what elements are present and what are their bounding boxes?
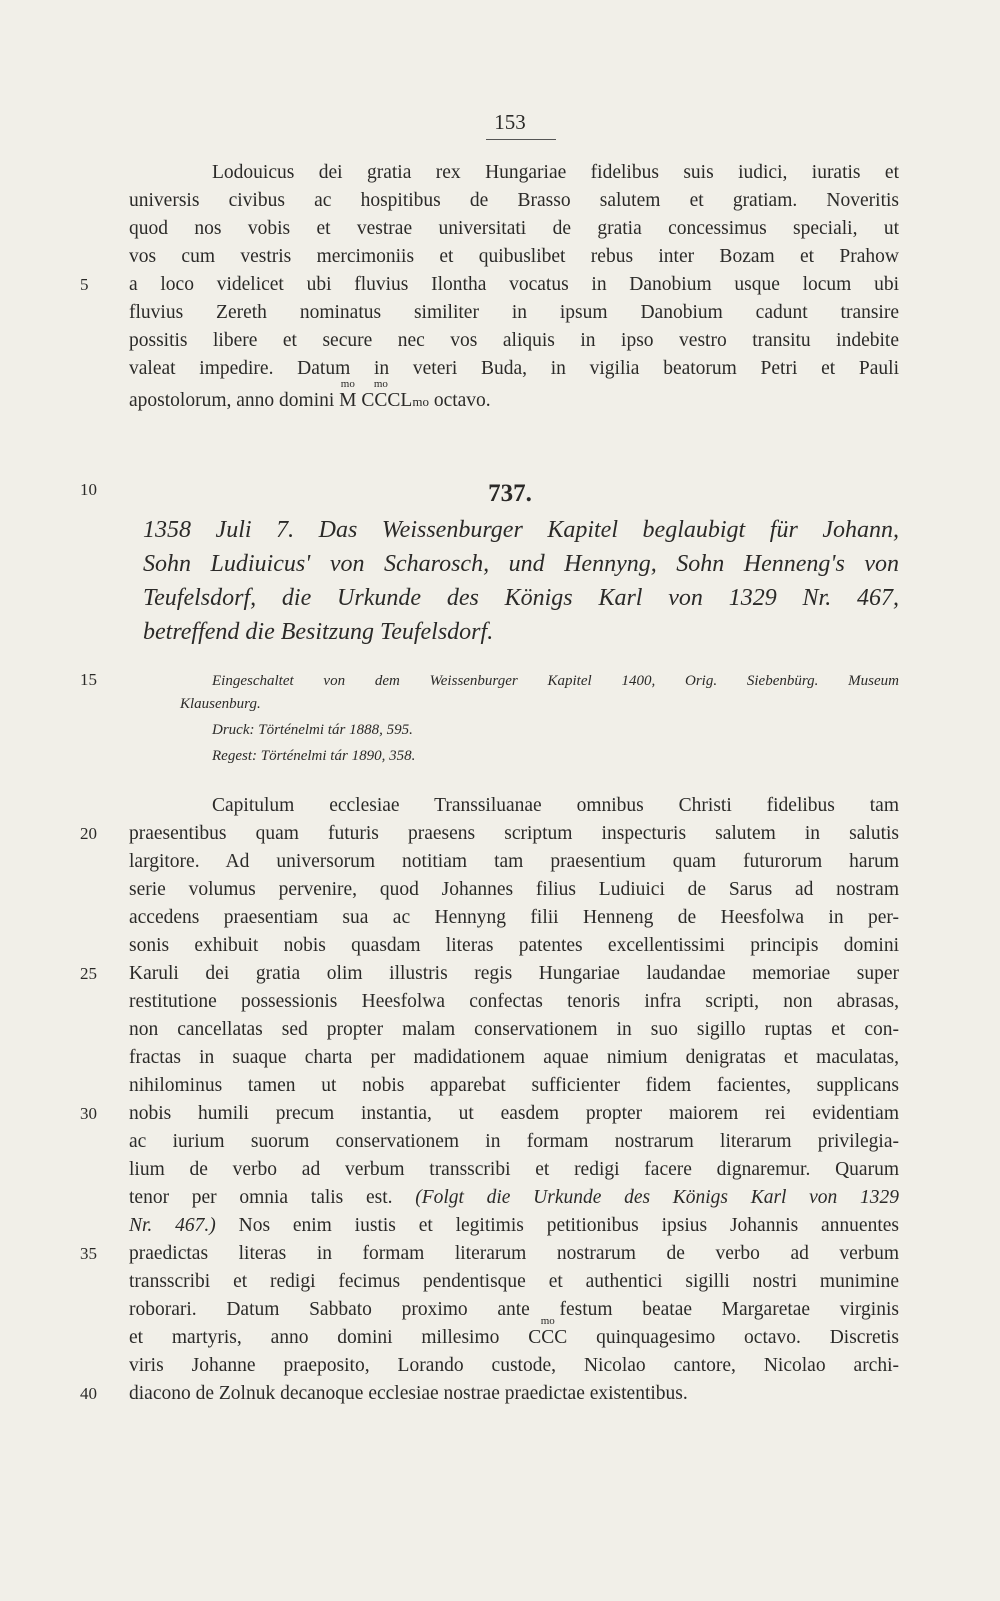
document-heading-line: Sohn Ludiuicus' von Scharosch, und Hennyng, Sohn Henneng's von	[143, 551, 899, 577]
document-heading-line: Teufelsdorf, die Urkunde des Königs Karl von 1329 Nr. 467,	[143, 585, 899, 611]
roman-ccc	[528, 1327, 567, 1348]
roman-ccc-letters: CCC	[361, 390, 401, 411]
text-line: praesentibus quam futuris praesens scriptum inspecturis salutem in salutis	[129, 823, 899, 844]
text-line-dating	[129, 387, 899, 415]
text-line: vos cum vestris mercimoniis et quibuslibet rebus inter Bozam et Prahow	[129, 246, 899, 267]
text-line-nr	[129, 1212, 899, 1240]
document-number: 737.	[488, 480, 532, 507]
text-line-tenor	[129, 1184, 899, 1212]
text-line: fractas in suaque charta per madidationem aquae nimium denigratas et maculatas,	[129, 1047, 899, 1068]
source-note-continued: Klausenburg.	[180, 696, 261, 712]
line-number: 20	[80, 824, 97, 843]
roman-l: L	[400, 390, 413, 411]
text-line: lium de verbo ad verbum transscribi et redigi facere dignaremur. Quarum	[129, 1159, 899, 1180]
document-heading-line: betreffend die Besitzung Teufelsdorf.	[143, 619, 494, 645]
text-line: valeat impedire. Datum in veteri Buda, in vigilia beatorum Petri et Pauli	[129, 358, 899, 379]
nr-line-text: Nos enim iustis et legitimis petitionibus ipsius Johannis annuentes	[238, 1215, 900, 1236]
source-note: Eingeschaltet von dem Weissenburger Kapitel 1400, Orig. Siebenbürg. Museum	[212, 673, 899, 689]
line-number: 5	[80, 275, 89, 294]
regest-note: Regest: Történelmi tár 1890, 358.	[212, 748, 416, 764]
roman-ccc	[361, 390, 400, 411]
text-line: quod nos vobis et vestrae universitati de gratia concessimus speciali, ut	[129, 218, 899, 239]
text-line: nihilominus tamen ut nobis apparebat sufficienter fidem facientes, supplicans	[129, 1075, 899, 1096]
text-line: roborari. Datum Sabbato proximo ante festum beatae Margaretae virginis	[129, 1299, 899, 1320]
line-number: 35	[80, 1244, 97, 1263]
editorial-insertion-end: Nr. 467.)	[129, 1215, 216, 1236]
text-line: serie volumus pervenire, quod Johannes filius Ludiuici de Sarus ad nostram	[129, 879, 899, 900]
page-number-rule	[486, 139, 556, 140]
line-number: 15	[80, 670, 97, 689]
text-line: fluvius Zereth nominatus similiter in ipsum Danobium cadunt transire	[129, 302, 899, 323]
text-line: ac iurium suorum conservationem in formam nostrarum literarum privilegia-	[129, 1131, 899, 1152]
editorial-insertion: (Folgt die Urkunde des Königs Karl von 1329	[415, 1187, 900, 1208]
tenor-text: tenor per omnia talis est.	[129, 1187, 393, 1208]
print-note: Druck: Történelmi tár 1888, 595.	[212, 722, 413, 738]
text-line: universis civibus ac hospitibus de Brasso salutem et gratiam. Noveritis	[129, 190, 899, 211]
line-number: 25	[80, 964, 97, 983]
page-number: 153	[494, 110, 526, 134]
dating-text: apostolorum, anno domini	[129, 390, 335, 411]
roman-l-suffix: mo	[412, 394, 429, 409]
text-line: restitutione possessionis Heesfolwa confectas tenoris infra scripti, non abrasas,	[129, 991, 899, 1012]
text-line: Capitulum ecclesiae Transsiluanae omnibus Christi fidelibus tam	[212, 795, 899, 816]
text-line: non cancellatas sed propter malam conservationem in suo sigillo ruptas et con-	[129, 1019, 899, 1040]
dating-word: octavo.	[433, 390, 491, 411]
text-line: accedens praesentiam sua ac Hennyng filii Henneng de Heesfolwa in per-	[129, 907, 899, 928]
text-line: nobis humili precum instantia, ut easdem propter maiorem rei evidentiam	[129, 1103, 899, 1124]
line-number: 10	[80, 480, 97, 499]
line-number: 40	[80, 1384, 97, 1403]
text-line: a loco videlicet ubi fluvius Ilontha vocatus in Danobium usque locum ubi	[129, 274, 899, 295]
martyris-text-end: quinquagesimo octavo. Discretis	[596, 1327, 900, 1348]
text-line: viris Johanne praeposito, Lorando custode, Nicolao cantore, Nicolao archi-	[129, 1355, 899, 1376]
text-line: Karuli dei gratia olim illustris regis Hungariae laudandae memoriae super	[129, 963, 899, 984]
text-line: sonis exhibuit nobis quasdam literas patentes excellentissimi principis domini	[129, 935, 899, 956]
text-line: largitore. Ad universorum notitiam tam praesentium quam futurorum harum	[129, 851, 899, 872]
text-line: diacono de Zolnuk decanoque ecclesiae nostrae praedictae existentibus.	[129, 1383, 688, 1404]
roman-ccc-letters: CCC	[528, 1327, 568, 1348]
text-line: Lodouicus dei gratia rex Hungariae fidelibus suis iudici, iuratis et	[212, 162, 899, 183]
text-line-martyris	[129, 1324, 899, 1352]
line-number: 30	[80, 1104, 97, 1123]
martyris-text: et martyris, anno domini millesimo	[129, 1327, 500, 1348]
document-heading-line: 1358 Juli 7. Das Weissenburger Kapitel beglaubigt für Johann,	[143, 517, 899, 543]
roman-m	[339, 390, 356, 411]
text-line: possitis libere et secure nec vos aliquis in ipso vestro transitu indebite	[129, 330, 899, 351]
roman-m-letter: M	[339, 390, 357, 411]
text-line: transscribi et redigi fecimus pendentisque et authentici sigilli nostri munimine	[129, 1271, 899, 1292]
text-line: praedictas literas in formam literarum nostrarum de verbo ad verbum	[129, 1243, 899, 1264]
